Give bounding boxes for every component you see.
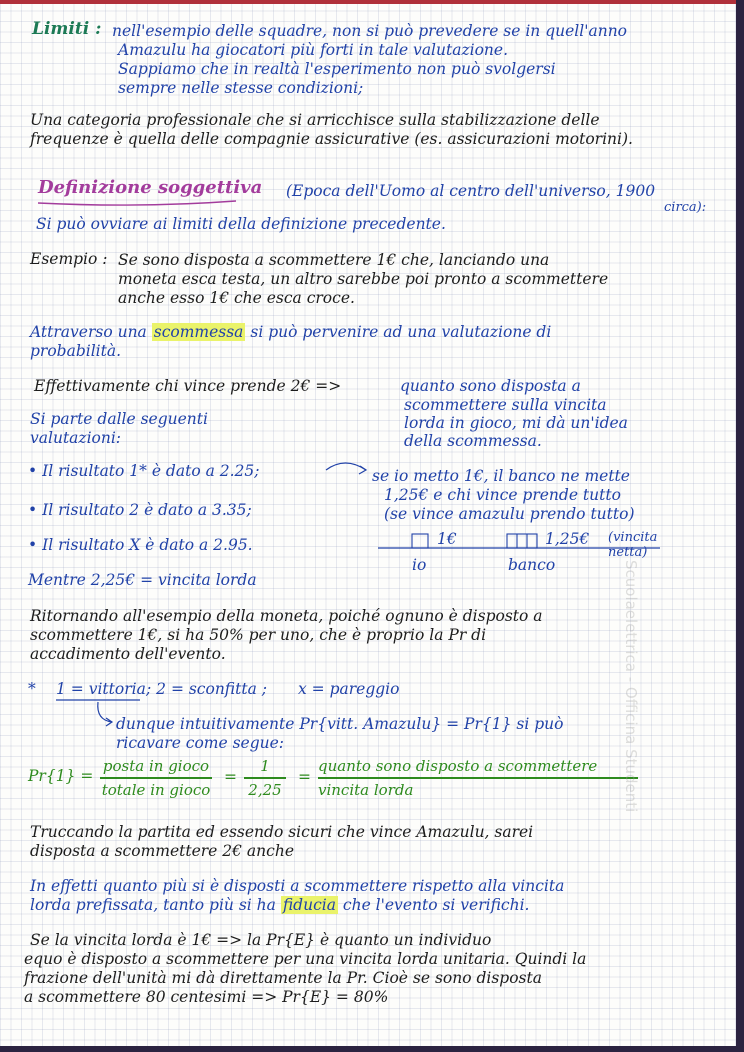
ritornando-line-3: accadimento dell'evento.: [30, 645, 226, 663]
effettivamente-right-3: lorda in gioco, mi dà un'idea: [404, 414, 628, 432]
valutazioni-side-2: 1,25€ e chi vince prende tutto: [384, 486, 621, 504]
limiti-label: Limiti :: [32, 19, 102, 39]
diagram-io-box: [412, 534, 428, 548]
diagram-banco-box: [507, 534, 537, 548]
esempio-line-1: Se sono disposta a scommettere 1€ che, lanciando una: [118, 251, 550, 269]
ritornando-line-2: scommettere 1€, si ha 50% per uno, che è proprio la Pr di: [30, 626, 487, 644]
definizione-title: Definizione soggettiva: [38, 177, 263, 198]
fraction-scommessa-numerator: quanto sono disposto a scommettere: [318, 757, 598, 775]
diagram-io-label: io: [412, 556, 427, 574]
formula-lhs: Pr{1} =: [28, 767, 94, 785]
diagram-banco-amount: 1,25€: [545, 530, 590, 548]
effettivamente-left: Effettivamente chi vince prende 2€ =>: [34, 377, 342, 395]
legenda-item-3: x = pareggio: [298, 680, 400, 698]
finale-line-1: Se la vincita lorda è 1€ => la Pr{E} è quanto un individuo: [30, 931, 492, 949]
limiti-line-2: Amazulu ha giocatori più forti in tale valutazione.: [118, 41, 509, 59]
legenda-item-2: ; 2 = sconfitta ;: [146, 680, 267, 698]
limiti-line-3: Sappiamo che in realtà l'esperimento non può svolgersi: [118, 60, 556, 78]
effetti-pre: lorda prefissata, tanto più si ha: [30, 896, 276, 914]
esempio-line-3: anche esso 1€ che esca croce.: [118, 289, 355, 307]
valutazioni-side-1: se io metto 1€, il banco ne mette: [372, 467, 630, 485]
formula-eq-2: =: [298, 768, 311, 786]
attraverso-pre: Attraverso una: [30, 323, 147, 341]
limiti-line-1: nell'esempio delle squadre, non si può prevedere se in quell'anno: [112, 22, 628, 40]
fraction-posta-numerator: posta in gioco: [102, 757, 210, 775]
categoria-line-1: Una categoria professionale che si arricchisce sulla stabilizzazione delle: [30, 111, 600, 129]
effettivamente-right-4: della scommessa.: [404, 432, 542, 450]
scommessa-highlight: scommessa: [153, 323, 244, 341]
fraction-posta-denominator: totale in gioco: [101, 781, 211, 799]
definizione-line: Si può ovviare ai limiti della definizione precedente.: [36, 215, 446, 233]
valutazioni-side-3: (se vince amazulu prendo tutto): [384, 505, 635, 523]
truccando-line-2: disposta a scommettere 2€ anche: [30, 842, 294, 860]
esempio-label: Esempio :: [30, 250, 108, 268]
definizione-note-2: circa):: [664, 200, 707, 215]
valutazioni-intro-2: valutazioni:: [30, 429, 122, 447]
dunque-line-1: dunque intuitivamente Pr{vitt. Amazulu} = Pr{1} si può: [116, 715, 564, 733]
valutazione-item-3: • Il risultato X è dato a 2.95.: [28, 536, 253, 554]
categoria-line-2: frequenze è quella delle compagnie assicurative (es. assicurazioni motorini).: [30, 130, 633, 148]
fiducia-highlight: fiducia: [282, 896, 336, 914]
effetti-post: che l'evento si verifichi.: [342, 896, 530, 914]
fraction-number-denominator: 2,25: [248, 781, 282, 799]
finale-line-2: equo è disposto a scommettere per una vincita lorda unitaria. Quindi la: [24, 950, 587, 968]
attraverso-post: si può pervenire ad una valutazione di: [250, 323, 552, 341]
limiti-line-4: sempre nelle stesse condizioni;: [118, 79, 364, 97]
formula-eq-1: =: [224, 768, 237, 786]
mentre-line: Mentre 2,25€ = vincita lorda: [28, 571, 257, 589]
valutazione-item-1: • Il risultato 1* è dato a 2.25;: [28, 462, 260, 480]
dunque-line-2: ricavare come segue:: [116, 734, 285, 752]
esempio-line-2: moneta esca testa, un altro sarebbe poi pronto a scommettere: [118, 270, 609, 288]
attraverso-line-2: probabilità.: [30, 342, 122, 360]
truccando-line-1: Truccando la partita ed essendo sicuri che vince Amazulu, sarei: [30, 823, 534, 841]
effetti-line-1: In effetti quanto più si è disposti a scommettere rispetto alla vincita: [30, 877, 565, 895]
fraction-scommessa-denominator: vincita lorda: [318, 781, 414, 799]
definizione-note: (Epoca dell'Uomo al centro dell'universo, 1900: [286, 182, 656, 200]
legenda-item-1: 1 = vittoria: [56, 680, 146, 698]
effettivamente-right-1: quanto sono disposta a: [400, 377, 581, 395]
finale-line-3: frazione dell'unità mi dà direttamente la Pr. Cioè se sono disposta: [24, 969, 542, 987]
valutazioni-intro-1: Si parte dalle seguenti: [30, 410, 208, 428]
diagram-note: (vincita netta): [608, 530, 658, 560]
fraction-number-numerator: 1: [260, 757, 270, 775]
diagram-io-amount: 1€: [437, 530, 457, 548]
valutazione-item-2: • Il risultato 2 è dato a 3.35;: [28, 501, 252, 519]
effettivamente-right-2: scommettere sulla vincita: [404, 396, 607, 414]
legenda-star: *: [28, 680, 36, 698]
diagram-banco-label: banco: [508, 556, 556, 574]
finale-line-4: a scommettere 80 centesimi => Pr{E} = 80%: [24, 988, 389, 1006]
ritornando-line-1: Ritornando all'esempio della moneta, poiché ognuno è disposto a: [30, 607, 543, 625]
watermark: Scuolaelettrica - Officina Studenti: [622, 560, 640, 813]
dunque-arrow: [98, 702, 112, 722]
definizione-underline: [38, 201, 236, 205]
